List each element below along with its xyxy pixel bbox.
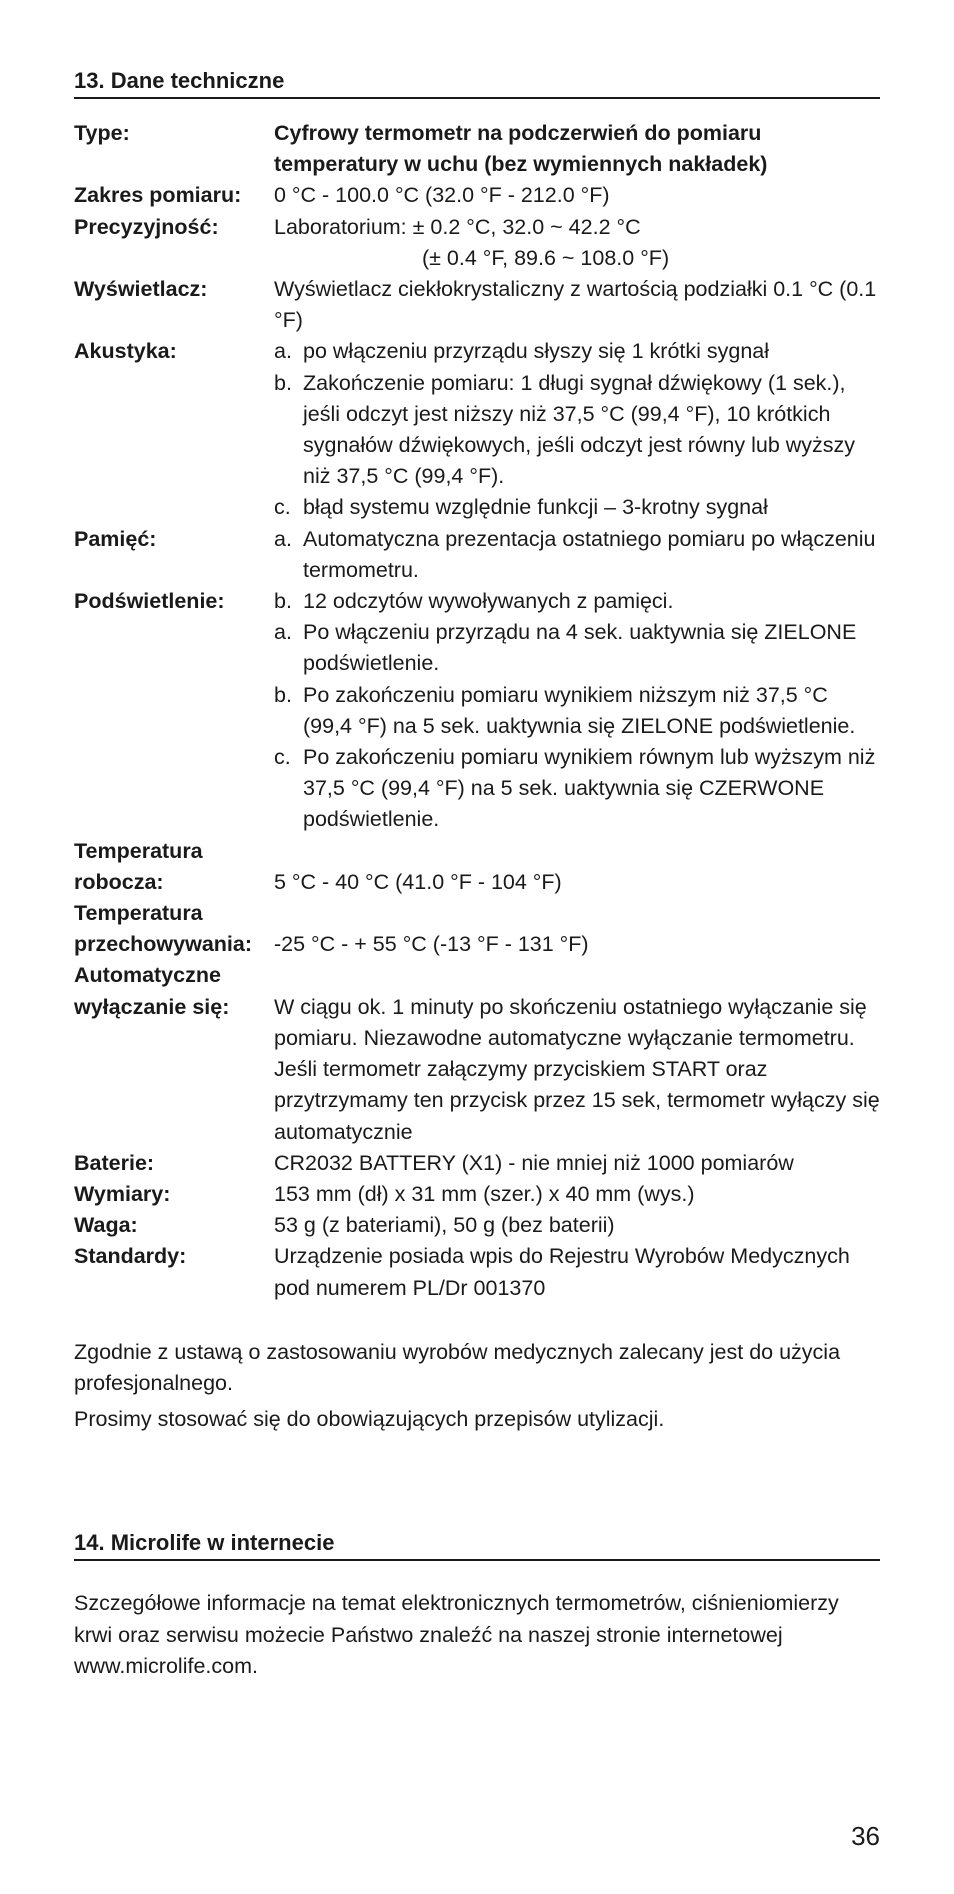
item-text: Automatyczna prezentacja ostatniego pomiaru po włączeniu termometru.: [303, 526, 876, 582]
list-item: [274, 680, 880, 742]
spec-row-storage-temp: [74, 929, 880, 960]
spec-label: Akustyka:: [74, 339, 177, 364]
note-disposal: Prosimy stosować się do obowiązujących przepisów utylizacji.: [74, 1407, 665, 1432]
item-text: Po włączeniu przyrządu na 4 sek. uaktywnia się ZIELONE podświetlenie.: [303, 620, 857, 676]
type-line-2: temperatury w uchu (bez wymiennych nakładek): [274, 152, 768, 177]
spec-row-type: [74, 118, 880, 180]
accuracy-line-2: (± 0.4 °F, 89.6 ~ 108.0 °F): [422, 245, 670, 270]
spec-label: Zakres pomiaru:: [74, 183, 242, 208]
note-professional-use: Zgodnie z ustawą o zastosowaniu wyrobów medycznych zalecany jest do użycia profesjonalnego.: [74, 1339, 841, 1395]
spec-value: Urządzenie posiada wpis do Rejestru Wyrobów Medycznych pod numerem PL/Dr 001370: [274, 1244, 850, 1300]
spec-label: Automatyczne: [74, 963, 221, 988]
spec-value: CR2032 BATTERY (X1) - nie mniej niż 1000 pomiarów: [274, 1150, 794, 1175]
page-number: 36: [851, 1821, 880, 1851]
manual-page: [74, 66, 880, 1682]
spec-value: 5 °C - 40 °C (41.0 °F - 104 °F): [274, 869, 562, 894]
spec-label: Waga:: [74, 1213, 138, 1238]
spec-row-dimensions: [74, 1179, 880, 1210]
spec-value: Wyświetlacz ciekłokrystaliczny z wartością podziałki 0.1 °C (0.1 °F): [274, 277, 877, 333]
spec-value: [274, 586, 880, 836]
spec-label: Wymiary:: [74, 1181, 171, 1206]
item-letter: b.: [274, 589, 292, 614]
spec-row-display: [74, 274, 880, 336]
spec-row-operating-temp: [74, 867, 880, 898]
spec-label: Podświetlenie:: [74, 589, 225, 614]
item-text: 12 odczytów wywoływanych z pamięci.: [303, 589, 674, 614]
spec-row-auto-off-head: [74, 960, 880, 991]
item-letter: a.: [274, 339, 292, 364]
item-text: po włączeniu przyrządu słyszy się 1 krótki sygnał: [303, 339, 770, 364]
section-13-title: 13. Dane techniczne: [74, 66, 880, 99]
item-text: Po zakończeniu pomiaru wynikiem równym lub wyższym niż 37,5 °C (99,4 °F) na 5 sek. uaktywnia się CZERWONE podświetlenie.: [303, 745, 876, 832]
spec-label: Temperatura: [74, 838, 203, 863]
item-text: Po zakończeniu pomiaru wynikiem niższym niż 37,5 °C (99,4 °F) na 5 sek. uaktywnia się ZIELONE podświetlenie.: [303, 682, 856, 738]
item-letter: c.: [274, 745, 291, 770]
spec-label: przechowywania:: [74, 932, 253, 957]
list-item: [274, 492, 880, 523]
spec-label: Wyświetlacz:: [74, 277, 208, 302]
list-item: [274, 586, 880, 617]
spec-label: Baterie:: [74, 1150, 155, 1175]
spec-row-accuracy: [74, 212, 880, 274]
accuracy-line-1: Laboratorium: ± 0.2 °C, 32.0 ~ 42.2 °C: [274, 214, 641, 239]
list-item: [274, 617, 880, 679]
spec-label: Standardy:: [74, 1244, 187, 1269]
spec-value: [274, 336, 880, 523]
item-text: błąd systemu względnie funkcji – 3-krotny sygnał: [303, 495, 768, 520]
spec-value: 53 g (z bateriami), 50 g (bez baterii): [274, 1213, 615, 1238]
spec-row-storage-temp-head: [74, 898, 880, 929]
spec-label: Pamięć:: [74, 526, 157, 551]
item-letter: b.: [274, 682, 292, 707]
spec-label: robocza:: [74, 869, 164, 894]
list-item: [274, 742, 880, 836]
spec-row-backlight: [74, 586, 880, 836]
spec-value: -25 °C - + 55 °C (-13 °F - 131 °F): [274, 932, 589, 957]
item-letter: a.: [274, 526, 292, 551]
spec-row-weight: [74, 1210, 880, 1241]
spec-row-range: [74, 180, 880, 211]
spec-value: [274, 118, 880, 180]
spec-value: W ciągu ok. 1 minuty po skończeniu ostatniego wyłączanie się pomiaru. Niezawodne automatyczne wyłączanie termometru. Jeśli termometr załączymy przyciskiem START oraz przytrzymamy ten przycisk przez 15 sek, termometr wyłączy się automatycznie: [274, 994, 880, 1144]
list-item: [274, 524, 880, 586]
spec-table: [74, 118, 880, 1304]
spec-value: 153 mm (dł) x 31 mm (szer.) x 40 mm (wys.): [274, 1181, 695, 1206]
spec-label: Temperatura: [74, 901, 203, 926]
type-line-1: Cyfrowy termometr na podczerwień do pomiaru: [274, 121, 762, 145]
notes: [74, 1337, 880, 1436]
item-letter: a.: [274, 620, 292, 645]
spec-value: 0 °C - 100.0 °C (32.0 °F - 212.0 °F): [274, 183, 610, 208]
list-item: [274, 336, 880, 367]
spec-value: [274, 524, 880, 586]
spec-label: wyłączanie się:: [74, 994, 230, 1019]
spec-row-operating-temp-head: [74, 836, 880, 867]
spec-row-batteries: [74, 1148, 880, 1179]
spec-row-standards: [74, 1241, 880, 1303]
section-14-text: Szczegółowe informacje na temat elektronicznych termometrów, ciśnieniomierzy krwi oraz serwisu możecie Państwo znaleźć na naszej stronie internetowej www.microlife.com.: [74, 1591, 839, 1678]
spec-value: [274, 212, 880, 274]
section-14-title: 14. Microlife w internecie: [74, 1528, 880, 1561]
spec-label: Precyzyjność:: [74, 214, 219, 239]
spec-label: Type:: [74, 121, 130, 145]
spec-row-auto-off: [74, 992, 880, 1148]
spec-row-memory: [74, 524, 880, 586]
list-item: [274, 368, 880, 493]
spec-row-acoustics: [74, 336, 880, 523]
item-letter: b.: [274, 370, 292, 395]
item-text: Zakończenie pomiaru: 1 długi sygnał dźwiękowy (1 sek.), jeśli odczyt jest niższy niż 37,5 °C (99,4 °F), 10 krótkich sygnałów dźwiękowych, jeśli odczyt jest równy lub wyższy niż 37,5 °C (99,4 °F).: [303, 370, 856, 489]
item-letter: c.: [274, 495, 291, 520]
